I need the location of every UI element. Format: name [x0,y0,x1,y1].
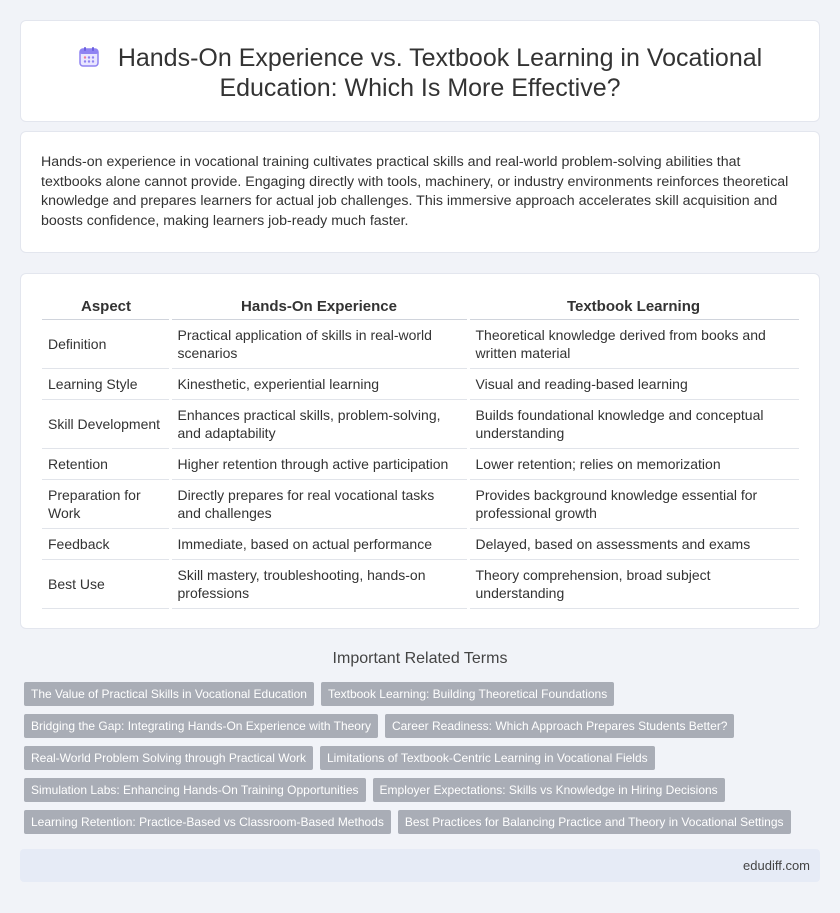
related-term-link[interactable]: Bridging the Gap: Integrating Hands-On Experience with Theory [24,714,378,738]
table-cell-aspect: Best Use [42,559,170,608]
table-cell-textbook: Delayed, based on assessments and exams [468,528,799,559]
comparison-table [42,294,799,609]
table-cell-textbook: Theoretical knowledge derived from books and written material [468,319,799,368]
table-cell-aspect: Feedback [42,528,170,559]
table-cell-hands-on: Immediate, based on actual performance [170,528,468,559]
related-term-link[interactable]: The Value of Practical Skills in Vocational Education [24,682,314,706]
table-cell-hands-on: Skill mastery, troubleshooting, hands-on professions [170,559,468,608]
related-term-link[interactable]: Real-World Problem Solving through Practical Work [24,746,313,770]
related-term-link[interactable]: Employer Expectations: Skills vs Knowledge in Hiring Decisions [373,778,725,802]
tag-row [24,810,804,834]
table-row [42,448,799,479]
tag-row [24,714,804,738]
intro-paragraph: Hands-on experience in vocational training cultivates practical skills and real-world problem-solving abilities that textbooks alone cannot provide. Engaging directly with tools, machinery, or industry environments reinforces theoretical knowledge and prepares learners for actual job challenges. This immersive approach accelerates skill acquisition and boosts confidence, making learners job-ready much faster. [41,154,789,229]
related-terms-list [24,682,804,842]
table-cell-textbook: Builds foundational knowledge and conceptual understanding [468,399,799,448]
table-cell-hands-on: Directly prepares for real vocational tasks and challenges [170,479,468,528]
calendar-icon [78,45,100,67]
column-header-aspect: Aspect [42,294,170,319]
intro-card [20,131,820,253]
comparison-table-card [20,273,820,629]
related-term-link[interactable]: Limitations of Textbook-Centric Learning in Vocational Fields [320,746,655,770]
column-header-textbook: Textbook Learning [468,294,799,319]
table-row [42,399,799,448]
table-cell-hands-on: Higher retention through active participation [170,448,468,479]
table-cell-hands-on: Enhances practical skills, problem-solving, and adaptability [170,399,468,448]
table-row [42,559,799,608]
table-row [42,528,799,559]
table-row [42,479,799,528]
table-cell-aspect: Learning Style [42,368,170,399]
tag-row [24,778,804,802]
tag-row [24,746,804,770]
table-row [42,368,799,399]
table-cell-aspect: Retention [42,448,170,479]
table-header-row [42,294,799,319]
table-cell-textbook: Theory comprehension, broad subject understanding [468,559,799,608]
table-cell-textbook: Provides background knowledge essential for professional growth [468,479,799,528]
table-cell-hands-on: Practical application of skills in real-world scenarios [170,319,468,368]
table-cell-aspect: Definition [42,319,170,368]
table-cell-hands-on: Kinesthetic, experiential learning [170,368,468,399]
table-cell-textbook: Visual and reading-based learning [468,368,799,399]
related-term-link[interactable]: Career Readiness: Which Approach Prepares Students Better? [385,714,735,738]
related-term-link[interactable]: Learning Retention: Practice-Based vs Classroom-Based Methods [24,810,391,834]
tag-row [24,682,804,706]
table-row [42,319,799,368]
page-title-wrap [21,43,819,103]
column-header-hands-on: Hands-On Experience [170,294,468,319]
table-cell-aspect: Skill Development [42,399,170,448]
footer [20,849,820,882]
table-cell-textbook: Lower retention; relies on memorization [468,448,799,479]
footer-site-link[interactable]: edudiff.com [743,858,810,873]
related-terms-heading: Important Related Terms [332,650,508,667]
table-cell-aspect: Preparation for Work [42,479,170,528]
related-term-link[interactable]: Best Practices for Balancing Practice and Theory in Vocational Settings [398,810,791,834]
page-title: Hands-On Experience vs. Textbook Learning in Vocational Education: Which Is More Effective? [117,44,763,102]
related-term-link[interactable]: Simulation Labs: Enhancing Hands-On Training Opportunities [24,778,366,802]
title-card [20,20,820,122]
related-term-link[interactable]: Textbook Learning: Building Theoretical Foundations [321,682,614,706]
